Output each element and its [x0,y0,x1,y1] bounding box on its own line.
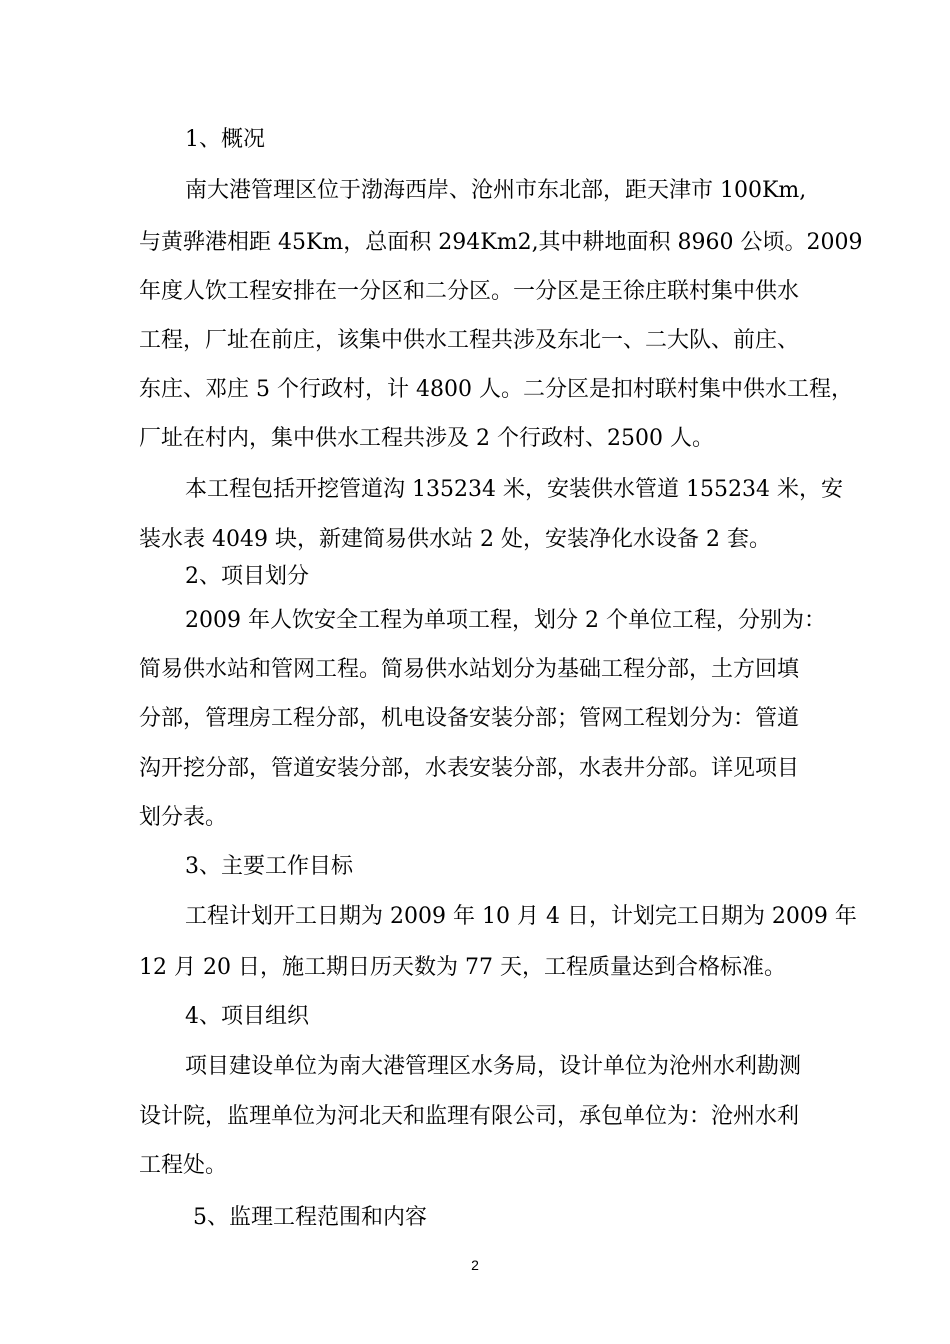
paragraph-line: 装水表 4049 块，新建简易供水站 2 处，安装净化水设备 2 套。 [139,527,771,552]
paragraph-line: 2009 年人饮安全工程为单项工程，划分 2 个单位工程，分别为： [185,608,826,633]
paragraph-line: 简易供水站和管网工程。简易供水站划分为基础工程分部，土方回填 [139,657,800,682]
heading-overview: 1、概况 [185,127,265,152]
heading-project-division: 2、项目划分 [185,564,309,589]
paragraph-line: 设计院，监理单位为河北天和监理有限公司，承包单位为：沧州水利 [139,1104,800,1129]
paragraph-line: 12 月 20 日，施工期日历天数为 77 天，工程质量达到合格标准。 [139,955,786,980]
page-number: 2 [471,1257,479,1273]
paragraph-line: 划分表。 [139,805,228,830]
paragraph-line: 工程处。 [139,1153,228,1178]
paragraph-line: 东庄、邓庄 5 个行政村，计 4800 人。二分区是扣村联村集中供水工程， [139,377,853,402]
paragraph-line: 工程，厂址在前庄，该集中供水工程共涉及东北一、二大队、前庄、 [139,328,800,353]
paragraph-line: 工程计划开工日期为 2009 年 10 月 4 日，计划完工日期为 2009 年 [185,904,857,929]
paragraph-line: 分部，管理房工程分部，机电设备安装分部；管网工程划分为：管道 [139,706,800,731]
heading-supervision-scope: 5、监理工程范围和内容 [193,1205,427,1230]
paragraph-line: 本工程包括开挖管道沟 135234 米，安装供水管道 155234 米，安 [185,477,843,502]
heading-project-organization: 4、项目组织 [185,1004,309,1029]
paragraph-line: 厂址在村内，集中供水工程共涉及 2 个行政村、2500 人。 [139,426,714,451]
paragraph-line: 南大港管理区位于渤海西岸、沧州市东北部，距天津市 100Km, [185,178,807,203]
paragraph-line: 年度人饮工程安排在一分区和二分区。一分区是王徐庄联村集中供水 [139,279,800,304]
paragraph-line: 与黄骅港相距 45Km，总面积 294Km2,其中耕地面积 8960 公顷。2009 [139,230,863,255]
paragraph-line: 项目建设单位为南大港管理区水务局，设计单位为沧州水利勘测 [185,1054,802,1079]
paragraph-line: 沟开挖分部，管道安装分部，水表安装分部，水表井分部。详见项目 [139,756,800,781]
heading-work-goals: 3、主要工作目标 [185,854,353,879]
